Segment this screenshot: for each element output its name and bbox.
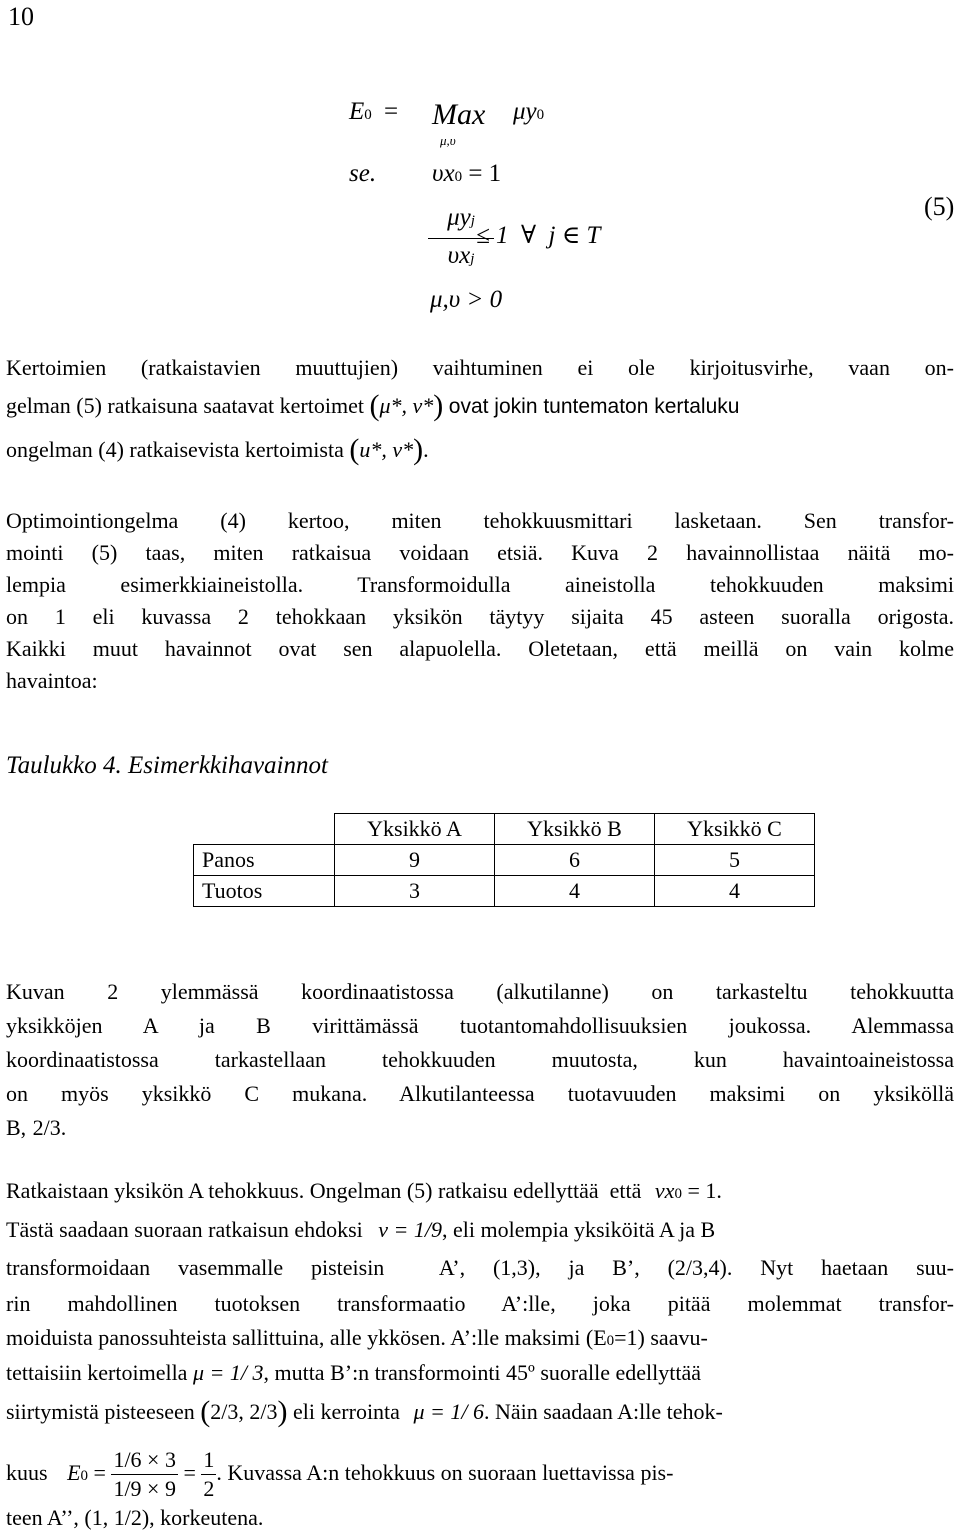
paragraph-2-line-2: mointi (5) taas, miten ratkaisua voidaan etsiä. Kuva 2 havainnollistaa näitä mo- — [6, 540, 954, 565]
table-header-cell: Yksikkö C — [655, 814, 815, 845]
table-cell: 4 — [495, 876, 655, 907]
paragraph-1-line-1: Kertoimien (ratkaistavien muuttujien) vaihtuminen ei ole kirjoitusvirhe, vaan on- — [6, 355, 954, 380]
table-corner-cell — [194, 814, 335, 845]
paragraph-3-line-3: koordinaatistossa tarkastellaan tehokkuuden muutosta, kun havaintoaineistossa — [6, 1047, 954, 1072]
table-row — [194, 876, 815, 907]
paragraph-4-line-5: moiduista panossuhteista sallittuina, alle ykkösen. A’:lle maksimi (E0=1) saavu- — [6, 1325, 708, 1350]
table-row — [194, 845, 815, 876]
paragraph-4-line-9: teen A’’, (1, 1/2), korkeutena. — [6, 1505, 264, 1530]
table-cell: 6 — [495, 845, 655, 876]
paragraph-2-line-4: on 1 eli kuvassa 2 tehokkaan yksikön täytyy sijaita 45 asteen suoralla origosta. — [6, 604, 954, 629]
paragraph-1-line-2: gelman (5) ratkaisuna saatavat kertoimet (μ*, ν*) ovat jokin tuntematon kertaluku — [6, 389, 740, 422]
paragraph-2-line-3: lempia esimerkkiaineistolla. Transformoidulla aineistolla tehokkuuden maksimi — [6, 572, 954, 597]
eq-constraint-1: υx0 = 1 — [432, 160, 502, 187]
table-cell: 4 — [655, 876, 815, 907]
table-header-cell: Yksikkö A — [335, 814, 495, 845]
paragraph-2-line-5: Kaikki muut havainnot ovat sen alapuolella. Oletetaan, että meillä on vain kolme — [6, 636, 954, 661]
paragraph-3-line-4: on myös yksikkö C mukana. Alkutilanteessa tuotavuuden maksimi on yksiköllä — [6, 1081, 954, 1106]
paragraph-3-line-2: yksikköjen A ja B virittämässä tuotantomahdollisuuksien joukossa. Alemmassa — [6, 1013, 954, 1038]
paragraph-3-line-1: Kuvan 2 ylemmässä koordinaatistossa (alkutilanne) on tarkasteltu tehokkuutta — [6, 979, 954, 1004]
equation-number: (5) — [924, 192, 955, 221]
paragraph-4-line-8: kuus E0 = $\frac{1/6 \times 3}{1/9 \times 9}$ = $\frac{1}{2}$ . Kuvassa A:n tehokkuus on suoraan luettavissa pis- — [6, 1447, 674, 1502]
paragraph-4-line-4: rin mahdollinen tuotoksen transformaatio A’:lle, joka pitää molemmat transfor- — [6, 1291, 954, 1316]
paragraph-2-line-1: Optimointiongelma (4) kertoo, miten tehokkuusmittari lasketaan. Sen transfor- — [6, 508, 954, 533]
eq-ratio-rhs: ≤ 1 ∀ j ∈ T — [476, 222, 601, 249]
table-row-label: Tuotos — [194, 876, 335, 907]
table-header-row — [194, 814, 815, 845]
table-cell: 3 — [335, 876, 495, 907]
paragraph-4-line-2: Tästä saadaan suoraan ratkaisun ehdoksi ν = 1/9, eli molempia yksiköitä A ja B — [6, 1217, 716, 1242]
page-number: 10 — [8, 2, 34, 31]
eq-positivity: μ,υ > 0 — [430, 286, 503, 313]
table-cell: 9 — [335, 845, 495, 876]
eq-objective: μy0 — [513, 98, 545, 125]
eq-ratio-den: υxj — [447, 242, 475, 269]
eq-max-sub: μ,υ — [440, 133, 456, 148]
result-fraction: $\frac{1}{2}$ — [203, 1447, 215, 1502]
efficiency-fraction: $\frac{1/6 \times 3}{1/9 \times 9}$ — [113, 1447, 176, 1502]
table-row-label: Panos — [194, 845, 335, 876]
paragraph-1-line-3: ongelman (4) ratkaisevista kertoimista (u*, v*). — [6, 433, 429, 466]
table-caption: Taulukko 4. Esimerkkihavainnot — [6, 752, 328, 779]
observations-table — [193, 813, 815, 907]
table-cell: 5 — [655, 845, 815, 876]
eq-se: se. — [349, 160, 377, 187]
eq-ratio-num: μyj — [447, 204, 475, 231]
paragraph-2-line-6: havaintoa: — [6, 668, 98, 693]
paragraph-3-line-5: B, 2/3. — [6, 1115, 67, 1140]
paragraph-4-line-6: tettaisiin kertoimella μ = 1/ 3, mutta B’:n transformointi 45º suoralle edellyttää — [6, 1360, 702, 1385]
eq-lhs: E0 = — [349, 98, 399, 125]
table-header-cell: Yksikkö B — [495, 814, 655, 845]
paragraph-4-line-1: Ratkaistaan yksikön A tehokkuus. Ongelman (5) ratkaisu edellyttää että νx0 = 1. — [6, 1178, 722, 1203]
paragraph-4-line-3: transformoidaan vasemmalle pisteisin A’, (1,3), ja B’, (2/3,4). Nyt haetaan suu- — [6, 1255, 954, 1280]
paragraph-4-line-7: siirtymistä pisteeseen (2/3, 2/3) eli kerrointa μ = 1/ 6. Näin saadaan A:lle tehok- — [6, 1395, 723, 1428]
eq-max: Max — [432, 98, 486, 131]
